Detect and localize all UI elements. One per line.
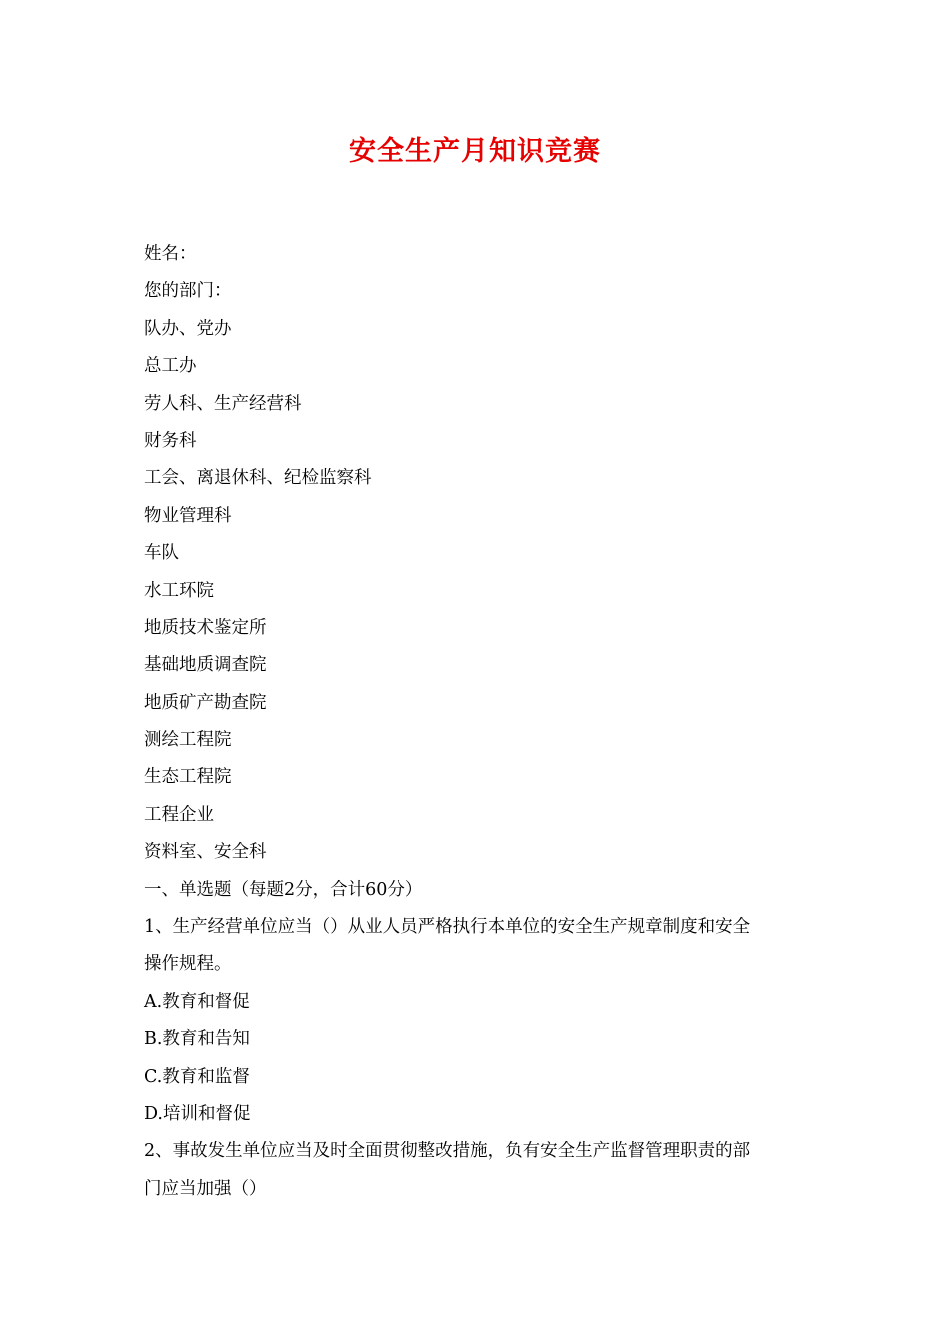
department-option: 地质矿产勘查院 <box>144 692 267 713</box>
department-option: 财务科 <box>144 430 197 451</box>
question-1-option-c: C.教育和监督 <box>144 1066 250 1087</box>
question-1-text-line-1: 1、生产经营单位应当（）从业人员严格执行本单位的安全生产规章制度和安全 <box>144 917 751 938</box>
name-field-label: 姓名： <box>144 244 197 264</box>
question-1-option-b: B.教育和告知 <box>144 1029 250 1050</box>
department-option: 水工环院 <box>144 580 214 601</box>
department-option: 工程企业 <box>144 804 214 825</box>
department-option: 总工办 <box>144 356 197 377</box>
page-title: 安全生产月知识竞赛 <box>349 136 601 167</box>
department-option: 测绘工程院 <box>144 730 232 751</box>
section-heading: 一、单选题（每题2分，合计60分） <box>144 879 423 900</box>
department-option: 劳人科、生产经营科 <box>144 393 302 414</box>
document-body <box>144 236 814 1208</box>
department-option: 基础地质调查院 <box>144 655 267 676</box>
department-option: 队办、党办 <box>144 318 232 339</box>
department-option: 地质技术鉴定所 <box>144 617 267 638</box>
department-option: 生态工程院 <box>144 767 232 788</box>
department-option: 工会、离退休科、纪检监察科 <box>144 468 372 489</box>
question-1-text-line-2: 操作规程。 <box>144 954 232 975</box>
department-option: 资料室、安全科 <box>144 842 267 863</box>
department-option: 物业管理科 <box>144 505 232 526</box>
department-field-label: 您的部门： <box>144 281 232 302</box>
department-option: 车队 <box>144 543 179 564</box>
question-2-text-line-1: 2、事故发生单位应当及时全面贯彻整改措施，负有安全生产监督管理职责的部 <box>144 1141 751 1162</box>
question-1-option-d: D.培训和督促 <box>144 1103 251 1124</box>
question-2-text-line-2: 门应当加强（） <box>144 1178 267 1199</box>
question-1-option-a: A.教育和督促 <box>144 991 250 1012</box>
